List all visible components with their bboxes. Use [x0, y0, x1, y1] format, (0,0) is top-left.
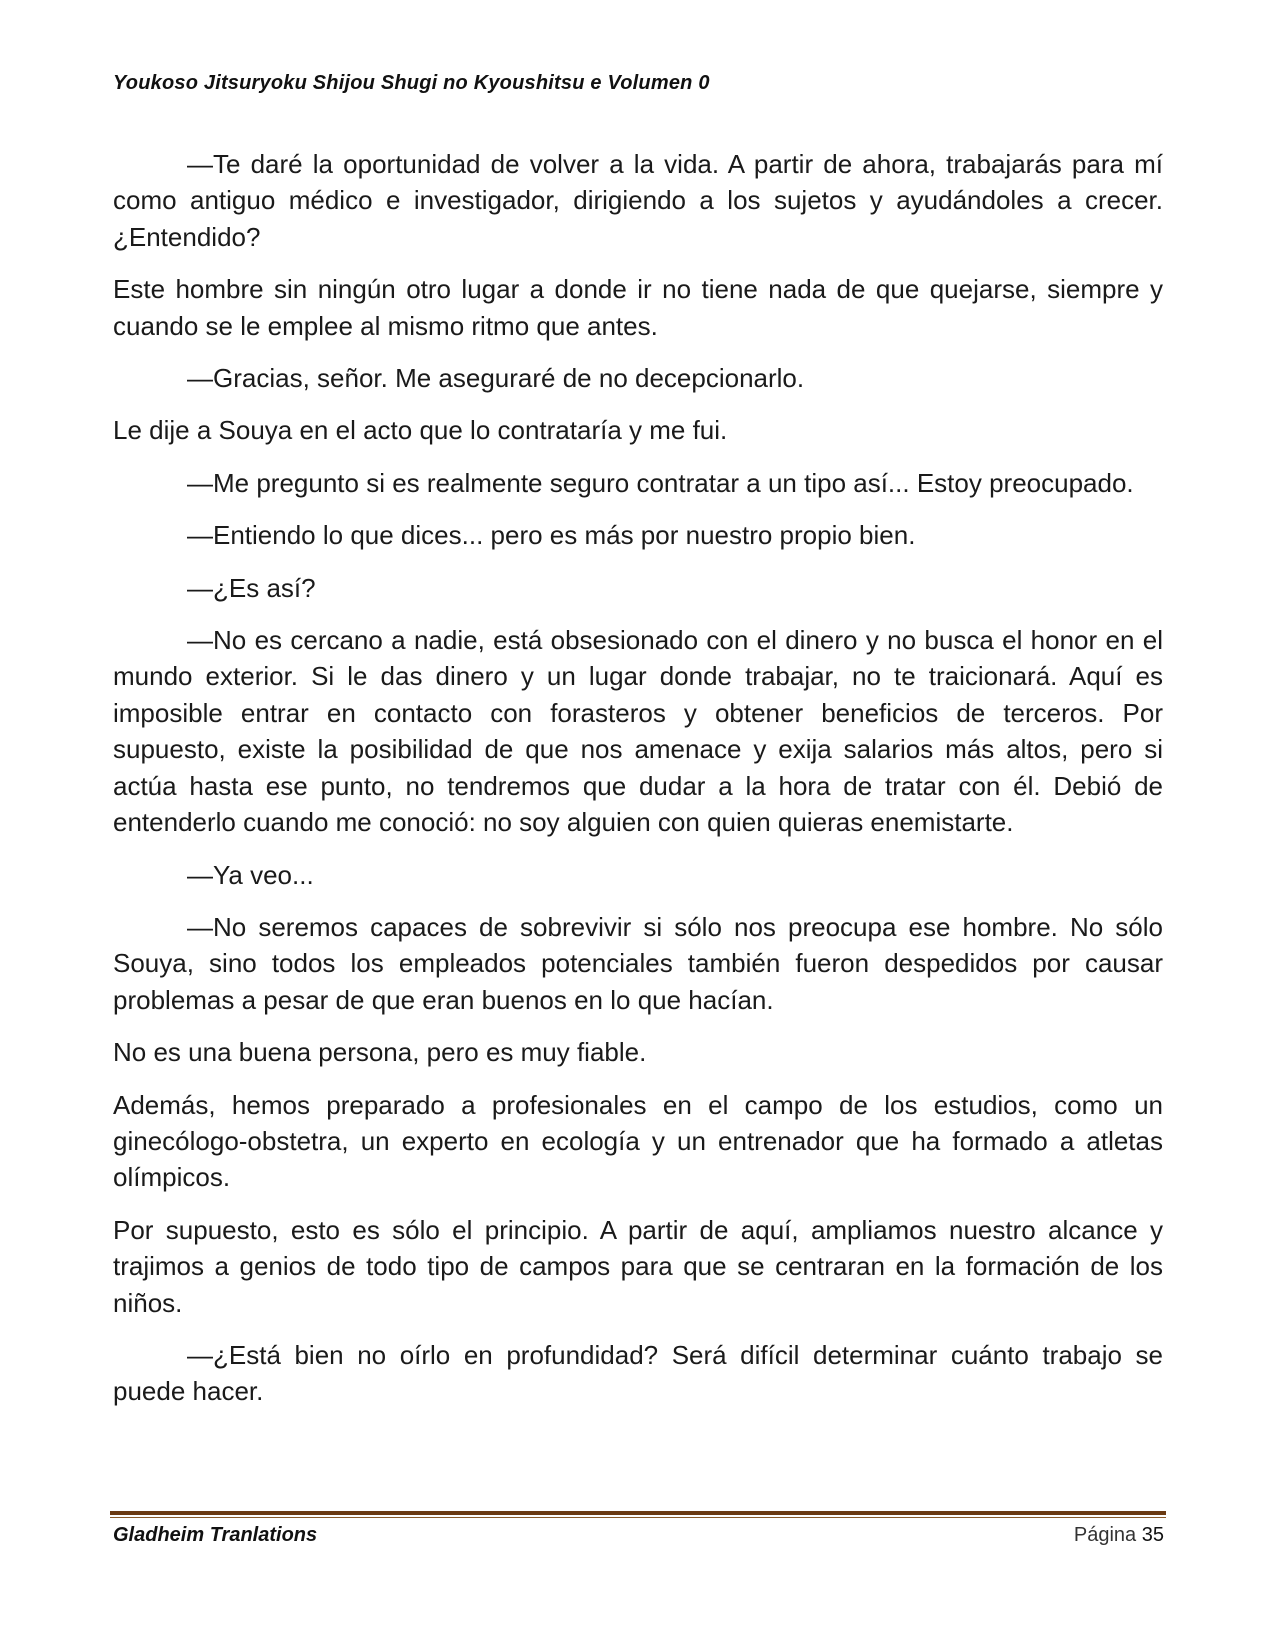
- page-number-label: [1074, 1524, 1164, 1547]
- paragraph-dialogue: —Entiendo lo que dices... pero es más por nuestro propio bien.: [187, 520, 916, 551]
- paragraph-narration: Este hombre sin ningún otro lugar a donde ir no tiene nada de que quejarse, siempre y cuando se le emplee al mismo ritmo que antes.: [113, 274, 1163, 341]
- paragraph-dialogue: —¿Es así?: [187, 572, 316, 603]
- paragraph-dialogue: —¿Está bien no oírlo en profundidad? Será difícil determinar cuánto trabajo se puede hacer.: [113, 1339, 1163, 1407]
- paragraph-dialogue: —Te daré la oportunidad de volver a la vida. A partir de ahora, trabajarás para mí como antiguo médico e investigador, dirigiendo a los sujetos y ayudándoles a crecer. ¿Entendido?: [113, 149, 1163, 252]
- paragraph-narration: No es una buena persona, pero es muy fiable.: [113, 1037, 647, 1068]
- paragraph-dialogue: —Gracias, señor. Me aseguraré de no decepcionarlo.: [187, 363, 805, 394]
- paragraph-narration: Además, hemos preparado a profesionales en el campo de los estudios, como un ginecólogo-obstetra, un experto en ecología y un entrenador que ha formado a atletas olímpicos.: [113, 1089, 1163, 1193]
- footer-divider: [110, 1511, 1166, 1515]
- paragraph-dialogue: —No es cercano a nadie, está obsesionado con el dinero y no busca el honor en el mundo exterior. Si le das dinero y un lugar donde trabajar, no te traicionará. Aquí es imposible entrar en contacto con forasteros y obtener beneficios de terceros. Por supuesto, existe la posibilidad de que nos amenace y exija salarios más altos, pero si actúa hasta ese punto, no tendremos que dudar a la hora de tratar con él. Debió de entenderlo cuando me conoció: no soy alguien con quien quieras enemistarte.: [113, 625, 1163, 838]
- page-label: Página: [1073, 1524, 1137, 1546]
- paragraph-narration: Le dije a Souya en el acto que lo contrataría y me fui.: [113, 415, 728, 446]
- paragraph-narration: Por supuesto, esto es sólo el principio. A partir de aquí, ampliamos nuestro alcance y trajimos a genios de todo tipo de campos para que se centraran en la formación de los niños.: [113, 1214, 1163, 1318]
- footer-divider-thin: [110, 1517, 1166, 1518]
- paragraph-dialogue: —No seremos capaces de sobrevivir si sólo nos preocupa ese hombre. No sólo Souya, sino todos los empleados potenciales también fueron despedidos por causar problemas a pesar de que eran buenos en lo que hacían.: [113, 911, 1163, 1015]
- footer-credit: Gladheim Tranlations: [113, 1524, 318, 1546]
- page-number: 35: [1141, 1524, 1164, 1546]
- paragraph-dialogue: —Me pregunto si es realmente seguro contratar a un tipo así... Estoy preocupado.: [187, 467, 1134, 498]
- paragraph-dialogue: —Ya veo...: [187, 859, 314, 890]
- running-header-title: Youkoso Jitsuryoku Shijou Shugi no Kyoushitsu e Volumen 0: [113, 72, 710, 94]
- page-body: [113, 146, 1163, 1426]
